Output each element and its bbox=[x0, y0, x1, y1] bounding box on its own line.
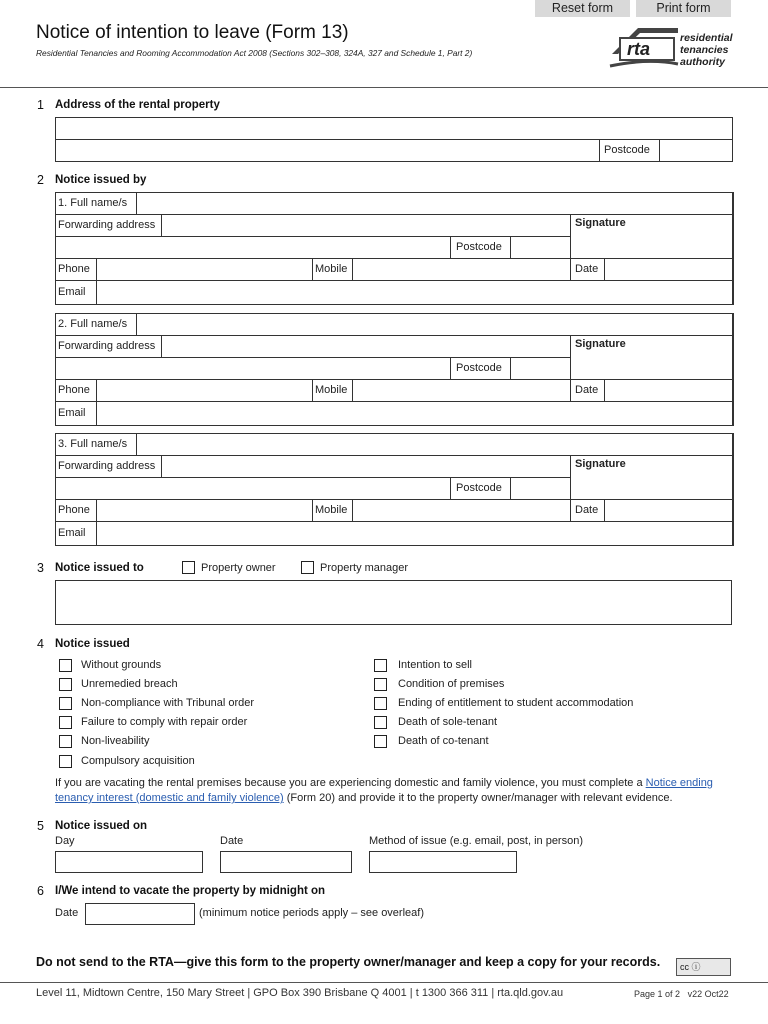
page-info: Page 1 of 2 v22 Oct22 bbox=[634, 989, 729, 999]
non-compliance-tribunal-checkbox[interactable] bbox=[59, 697, 72, 710]
issued-date-field[interactable] bbox=[220, 851, 352, 873]
tenant-3-email-field[interactable] bbox=[96, 521, 734, 546]
footer-divider bbox=[0, 982, 768, 983]
unremedied-breach-checkbox[interactable] bbox=[59, 678, 72, 691]
tenant-1-date-field[interactable] bbox=[604, 258, 734, 281]
postcode-label: Postcode bbox=[456, 241, 502, 253]
notice-period-hint: (minimum notice periods apply – see overleaf) bbox=[199, 907, 424, 919]
death-sole-tenant-checkbox[interactable] bbox=[374, 716, 387, 729]
property-manager-checkbox[interactable] bbox=[301, 561, 314, 574]
checkbox-label: Compulsory acquisition bbox=[81, 755, 195, 767]
forwarding-address-label: Forwarding address bbox=[58, 460, 156, 472]
mobile-label: Mobile bbox=[315, 504, 348, 516]
section-2-number: 2 bbox=[37, 173, 44, 187]
checkbox-label: Unremedied breach bbox=[81, 678, 178, 690]
checkbox-label: Intention to sell bbox=[398, 659, 472, 671]
tenant-3-signature-field[interactable] bbox=[570, 455, 734, 500]
section-3-title: Notice issued to bbox=[55, 562, 144, 574]
forwarding-address-label: Forwarding address bbox=[58, 340, 156, 352]
tenant-3-block bbox=[55, 433, 733, 546]
day-label: Day bbox=[55, 835, 75, 847]
without-grounds-checkbox[interactable] bbox=[59, 659, 72, 672]
phone-label: Phone bbox=[58, 504, 90, 516]
vacate-date-field[interactable] bbox=[85, 903, 195, 925]
checkbox-label: Death of sole-tenant bbox=[398, 716, 498, 728]
section-3-number: 3 bbox=[37, 561, 44, 575]
student-accommodation-checkbox[interactable] bbox=[374, 697, 387, 710]
signature-label: Signature bbox=[575, 338, 626, 350]
address-line-2-field[interactable] bbox=[55, 139, 600, 162]
full-name-label: 3. Full name/s bbox=[58, 438, 128, 450]
tenant-3-address-field[interactable] bbox=[161, 455, 571, 478]
section-1-title: Address of the rental property bbox=[55, 99, 220, 111]
mobile-label: Mobile bbox=[315, 384, 348, 396]
tenant-1-mobile-field[interactable] bbox=[352, 258, 571, 281]
checkbox-label: Failure to comply with repair order bbox=[81, 716, 248, 728]
tenant-1-name-field[interactable] bbox=[136, 192, 734, 215]
address-postcode-label-cell bbox=[599, 139, 660, 162]
form-20-link[interactable]: Notice ending tenancy interest (domestic and family violence) bbox=[55, 777, 713, 804]
date-label: Date bbox=[575, 384, 599, 396]
section-5-number: 5 bbox=[37, 819, 44, 833]
tenant-3-name-field[interactable] bbox=[136, 433, 734, 456]
tenant-1-phone-field[interactable] bbox=[96, 258, 313, 281]
section-4-number: 4 bbox=[37, 637, 44, 651]
section-6-number: 6 bbox=[37, 884, 44, 898]
property-manager-label: Property manager bbox=[320, 562, 409, 574]
reset-form-button[interactable]: Reset form bbox=[535, 0, 630, 17]
checkbox-label: Death of co-tenant bbox=[398, 735, 489, 747]
email-label: Email bbox=[58, 407, 86, 419]
failure-repair-order-checkbox[interactable] bbox=[59, 716, 72, 729]
date-label: Date bbox=[575, 504, 599, 516]
rta-logo-text: residential tenancies authority bbox=[680, 32, 733, 68]
tenant-1-address-field[interactable] bbox=[161, 214, 571, 237]
email-label: Email bbox=[58, 527, 86, 539]
tenant-3-date-field[interactable] bbox=[604, 499, 734, 522]
section-5-title: Notice issued on bbox=[55, 820, 148, 832]
mobile-label: Mobile bbox=[315, 263, 348, 275]
tenant-2-signature-field[interactable] bbox=[570, 335, 734, 380]
creative-commons-icon: cc ⓘ bbox=[676, 958, 731, 976]
phone-label: Phone bbox=[58, 384, 90, 396]
tenant-3-mobile-field[interactable] bbox=[352, 499, 571, 522]
checkbox-label: Ending of entitlement to student accommodation bbox=[398, 697, 634, 709]
condition-of-premises-checkbox[interactable] bbox=[374, 678, 387, 691]
tenant-2-name-field[interactable] bbox=[136, 313, 734, 336]
checkbox-label: Non-compliance with Tribunal order bbox=[81, 697, 255, 709]
property-owner-checkbox[interactable] bbox=[182, 561, 195, 574]
domestic-violence-note: If you are vacating the rental premises because you are experiencing domestic and family violence, you must complete a Notice ending tenancy interest (domestic and family violence) (Form 20) and provide it to the property owner/manager with relevant evidence. bbox=[55, 777, 713, 804]
tenant-2-block bbox=[55, 313, 733, 426]
tenant-2-phone-field[interactable] bbox=[96, 379, 313, 402]
notice-issued-to-field[interactable] bbox=[55, 580, 732, 625]
postcode-label: Postcode bbox=[604, 144, 650, 156]
print-form-button[interactable]: Print form bbox=[636, 0, 731, 17]
signature-label: Signature bbox=[575, 217, 626, 229]
checkbox-label: Without grounds bbox=[81, 659, 162, 671]
tenant-2-address-field[interactable] bbox=[161, 335, 571, 358]
phone-label: Phone bbox=[58, 263, 90, 275]
issued-day-field[interactable] bbox=[55, 851, 203, 873]
full-name-label: 1. Full name/s bbox=[58, 197, 128, 209]
method-of-issue-label: Method of issue (e.g. email, post, in person) bbox=[369, 835, 583, 847]
tenant-1-signature-field[interactable] bbox=[570, 214, 734, 259]
full-name-label: 2. Full name/s bbox=[58, 318, 128, 330]
postcode-label: Postcode bbox=[456, 482, 502, 494]
method-of-issue-field[interactable] bbox=[369, 851, 517, 873]
address-postcode-field[interactable] bbox=[659, 139, 733, 162]
postcode-label: Postcode bbox=[456, 362, 502, 374]
intention-to-sell-checkbox[interactable] bbox=[374, 659, 387, 672]
do-not-send-notice: Do not send to the RTA—give this form to the property owner/manager and keep a copy for your records. bbox=[36, 955, 661, 969]
signature-label: Signature bbox=[575, 458, 626, 470]
checkbox-label: Condition of premises bbox=[398, 678, 505, 690]
page-subtitle: Residential Tenancies and Rooming Accommodation Act 2008 (Sections 302–308, 324A, 327 and Schedule 1, Part 2) bbox=[36, 48, 473, 58]
forwarding-address-label: Forwarding address bbox=[58, 219, 156, 231]
tenant-2-date-field[interactable] bbox=[604, 379, 734, 402]
footer-contact: Level 11, Midtown Centre, 150 Mary Street | GPO Box 390 Brisbane Q 4001 | t 1300 366 311 | rta.qld.gov.au bbox=[36, 987, 564, 999]
section-2-title: Notice issued by bbox=[55, 174, 147, 186]
death-co-tenant-checkbox[interactable] bbox=[374, 735, 387, 748]
address-line-1-field[interactable] bbox=[55, 117, 733, 140]
tenant-2-mobile-field[interactable] bbox=[352, 379, 571, 402]
section-1-number: 1 bbox=[37, 98, 44, 112]
vacate-date-label: Date bbox=[55, 907, 79, 919]
compulsory-acquisition-checkbox[interactable] bbox=[59, 755, 72, 768]
tenant-2-email-field[interactable] bbox=[96, 401, 734, 426]
section-4-title: Notice issued bbox=[55, 638, 130, 650]
non-liveability-checkbox[interactable] bbox=[59, 735, 72, 748]
email-label: Email bbox=[58, 286, 86, 298]
tenant-1-email-field[interactable] bbox=[96, 280, 734, 305]
tenant-3-phone-field[interactable] bbox=[96, 499, 313, 522]
svg-text:rta: rta bbox=[627, 39, 651, 59]
tenant-1-block bbox=[55, 192, 733, 305]
date-label: Date bbox=[220, 835, 244, 847]
property-owner-label: Property owner bbox=[201, 562, 276, 574]
section-6-title: I/We intend to vacate the property by midnight on bbox=[55, 885, 326, 897]
checkbox-label: Non-liveability bbox=[81, 735, 150, 747]
header-divider bbox=[0, 87, 768, 88]
date-label: Date bbox=[575, 263, 599, 275]
page-title: Notice of intention to leave (Form 13) bbox=[36, 22, 349, 43]
